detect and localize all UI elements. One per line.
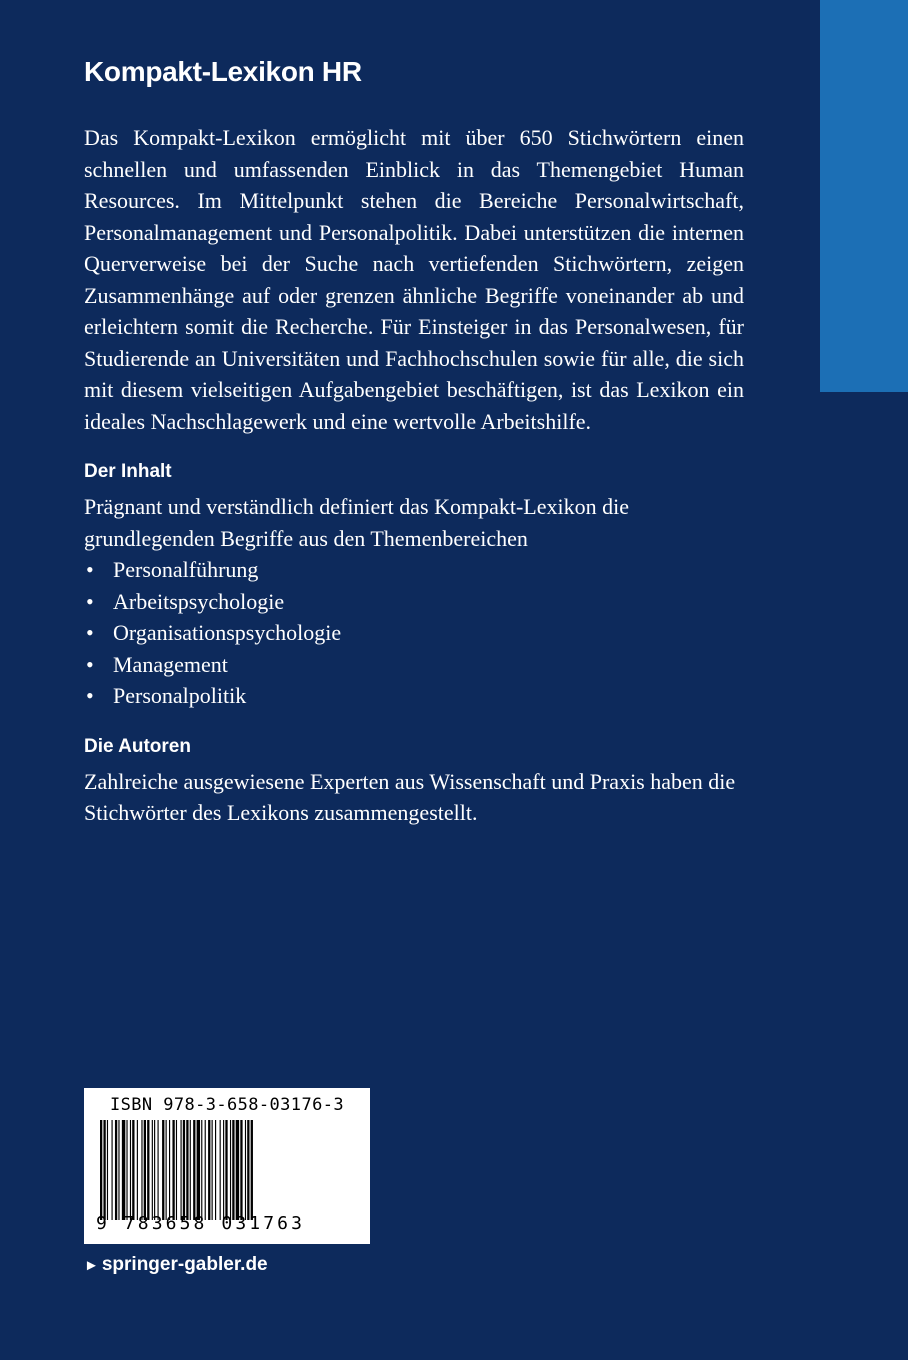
barcode-bar — [215, 1120, 216, 1220]
website-link[interactable] — [84, 1252, 268, 1279]
barcode-bar — [220, 1120, 221, 1220]
barcode-bar — [197, 1120, 200, 1220]
barcode-digits: 9 783658 031763 — [96, 1213, 306, 1234]
topic-label: Arbeitspsychologie — [113, 588, 285, 614]
topic-list — [84, 554, 744, 712]
barcode-bar — [186, 1120, 188, 1220]
bullet-icon: • — [86, 620, 94, 645]
barcode-bar — [225, 1120, 227, 1220]
barcode-bar — [122, 1120, 125, 1220]
barcode-bar — [103, 1120, 105, 1220]
section-heading-inhalt: Der Inhalt — [84, 461, 172, 482]
triangle-arrow-icon: ► — [84, 1257, 99, 1274]
barcode-bar — [144, 1120, 146, 1220]
barcode-bar — [118, 1120, 119, 1220]
barcode-bar — [137, 1120, 138, 1220]
inhalt-paragraph: Prägnant und verständlich definiert das Kompakt-Lexikon die grundlegenden Begriffe aus den Themenbereichen — [84, 494, 629, 551]
barcode-bar — [147, 1120, 149, 1220]
barcode-bar — [132, 1120, 134, 1220]
list-item — [84, 680, 744, 712]
bullet-icon: • — [86, 651, 94, 677]
barcode-bar — [230, 1120, 231, 1220]
barcode-bar — [162, 1120, 164, 1220]
barcode-bar — [107, 1120, 108, 1220]
barcode-bar — [172, 1120, 174, 1220]
isbn-barcode — [84, 1088, 370, 1244]
barcode-bar — [152, 1120, 153, 1220]
barcode-bar — [158, 1120, 159, 1220]
barcode-bar — [141, 1120, 142, 1220]
barcode-bar — [183, 1120, 185, 1220]
topic-label: Personalpolitik — [113, 683, 247, 708]
barcode-bar — [112, 1120, 113, 1220]
topic-label: Personalführung — [113, 557, 259, 582]
accent-side-tab — [820, 0, 908, 392]
bullet-icon: • — [86, 683, 94, 708]
topic-label: Organisationspsychologie — [113, 620, 342, 645]
barcode-bar — [115, 1120, 117, 1220]
barcode-bar — [201, 1120, 202, 1220]
autoren-paragraph: Zahlreiche ausgewiesene Experten aus Wissenschaft und Praxis haben die Stichwörter des Lexikons zusammengestellt. — [84, 768, 736, 825]
back-cover-content — [84, 54, 744, 829]
barcode-bar — [251, 1120, 253, 1220]
barcode-bar — [181, 1120, 182, 1220]
barcode-bar — [154, 1120, 155, 1220]
barcode-bar — [240, 1120, 242, 1220]
section-heading-autoren: Die Autoren — [84, 735, 191, 757]
list-item — [84, 554, 744, 586]
barcode-bar — [166, 1120, 167, 1220]
isbn-label: ISBN 978-3-658-03176-3 — [110, 1095, 344, 1115]
barcode-bar — [126, 1120, 127, 1220]
topic-label: Management — [113, 651, 228, 677]
barcode-bar — [190, 1120, 191, 1220]
bullet-icon: • — [86, 557, 94, 582]
barcode-bar — [100, 1120, 102, 1220]
barcode-bar — [223, 1120, 224, 1220]
list-item — [84, 649, 744, 681]
barcode-bar — [193, 1120, 195, 1220]
intro-paragraph: Das Kompakt-Lexikon ermöglicht mit über 650 Stichwörtern einen schnellen und umfassenden Einblick in das Themengebiet Human Resources. Im Mittelpunkt stehen die Bereiche Personalwirtschaft, Personalmanagement und Personalpolitik. Dabei unterstützen die internen Querverweise bei der Suche nach vertiefenden Stichwörtern, zeigen Zusammenhänge auf oder grenzen ähnliche Begriffe voneinander ab und erleichtern somit die Recherche. Für Einsteiger in das Personalwesen, für Studierende an Universitäten und Fachhochschulen sowie für alle, die sich mit diesem vielseitigen Aufgabengebiet beschäftigen, ist das Lexikon ein ideales Nachschlagewerk und eine wertvolle Arbeitshilfe. — [84, 125, 744, 434]
barcode-icon — [98, 1120, 356, 1220]
barcode-bar — [232, 1120, 234, 1220]
barcode-bar — [212, 1120, 213, 1220]
list-item — [84, 617, 744, 649]
barcode-bar — [176, 1120, 177, 1220]
barcode-bar — [208, 1120, 210, 1220]
barcode-bar — [236, 1120, 239, 1220]
barcode-bar — [169, 1120, 170, 1220]
bullet-icon: • — [86, 588, 94, 614]
website-url: springer-gabler.de — [101, 1254, 268, 1275]
barcode-bar — [205, 1120, 206, 1220]
barcode-bar — [245, 1120, 246, 1220]
book-title: Kompakt-Lexikon HR — [84, 56, 362, 87]
list-item — [84, 586, 744, 618]
barcode-bar — [247, 1120, 249, 1220]
barcode-bar — [130, 1120, 131, 1220]
